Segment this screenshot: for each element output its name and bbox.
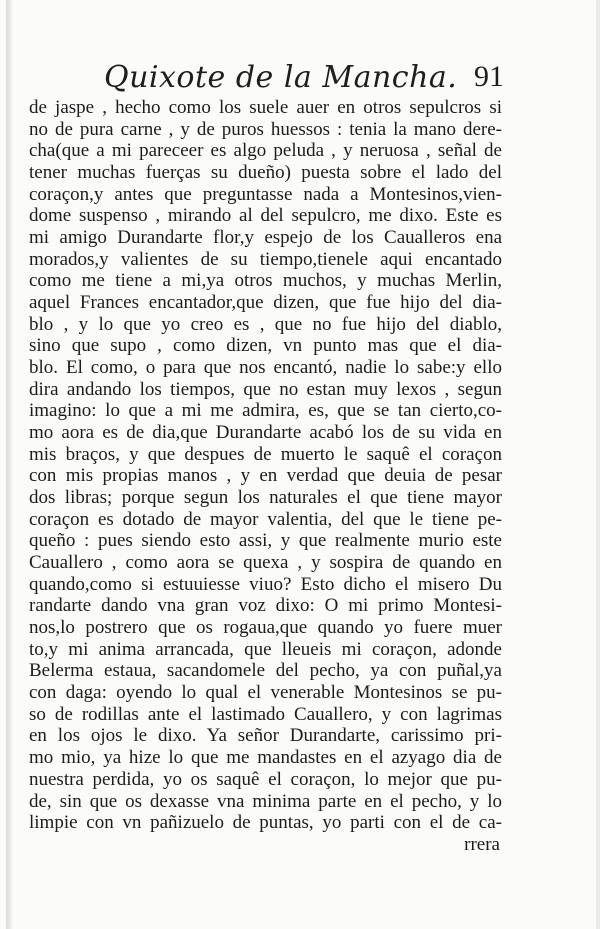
text-line: aquel Frances encantador,que dizen, que fue hijo del dia-: [29, 292, 502, 314]
text-line: de, sin que os dexasse vna minima parte en el pecho, y lo: [29, 790, 502, 812]
text-line: mo mio, ya hize lo que me mandastes en el azyago dia de: [29, 747, 502, 769]
text-line: limpie con vn pañizuelo de puntas, yo parti con el de ca-: [29, 812, 502, 834]
page-header: [104, 60, 504, 98]
text-line: mo aora es de dia,que Durandarte acabó los de su vida en: [29, 422, 502, 444]
text-line: blo , y lo que yo creo es , que no fue hijo del diablo,: [29, 313, 502, 335]
text-line: quando,como si estuuiesse viuo? Esto dicho el misero Du: [29, 573, 502, 595]
text-line: con mis propias manos , y en verdad que deuia de pesar: [29, 465, 502, 487]
text-line: dira andando los tiempos, que no estan muy lexos , segun: [29, 378, 502, 400]
text-line: de jaspe , hecho como los suele auer en otros sepulcros si: [29, 97, 502, 118]
text-line: Cauallero , como aora se quexa , y sospira de quando en: [29, 552, 502, 574]
page-edge-shadow: [596, 0, 600, 929]
text-line: to,y mi anima arrancada, que lleueis mi coraçon, adonde: [29, 638, 502, 660]
page-number: 91: [474, 60, 504, 93]
text-line: randarte dando vna gran voz dixo: O mi primo Montesi-: [29, 595, 502, 617]
text-line: no de pura carne , y de puros huessos : tenia la mano dere-: [29, 118, 502, 140]
text-line: so de rodillas ante el lastimado Cauallero, y con lagrimas: [29, 703, 502, 725]
text-line: Belerma estaua, sacandomele del pecho, ya con puñal,ya: [29, 660, 502, 682]
text-line: mi amigo Durandarte flor,y espejo de los Caualleros ena: [29, 227, 502, 249]
text-line: en los ojos le dixo. Ya señor Durandarte, carissimo pri-: [29, 725, 502, 747]
text-line: queño : pues siendo esto assi, y que realmente murio este: [29, 530, 502, 552]
text-line: coraçon es dotado de mayor valentia, del que le tiene pe-: [29, 508, 502, 530]
text-line: blo. El como, o para que nos encantó, nadie lo sabe:y ello: [29, 357, 502, 379]
text-line: tener muchas fuerças su dueño) puesta sobre el lado del: [29, 162, 502, 184]
text-line: mis braços, y que despues de muerto le saquê el coraçon: [29, 443, 502, 465]
text-line: morados,y valientes de su tiempo,tienele aqui encantado: [29, 248, 502, 270]
text-line: dome suspenso , mirando al del sepulcro, me dixo. Este es: [29, 205, 502, 227]
text-line: nuestra perdida, yo os saquê el coraçon, lo mejor que pu-: [29, 768, 502, 790]
body-text: [29, 97, 502, 856]
text-line: imagino: lo que a mi me admira, es, que se tan cierto,co-: [29, 400, 502, 422]
page-gutter-shadow: [6, 0, 12, 929]
text-line: sino que supo , como dizen, vn punto mas que el dia-: [29, 335, 502, 357]
text-line: cha(que a mi pareceer es algo peluda , y neruosa , señal de: [29, 140, 502, 162]
text-line: coraçon,y antes que preguntasse nada a Montesinos,vien-: [29, 183, 502, 205]
running-title: Quixote de la Mancha.: [104, 60, 458, 95]
text-line: dos libras; porque segun los naturales el que tiene mayor: [29, 487, 502, 509]
catchword: rrera: [464, 833, 500, 855]
text-line: con daga: oyendo lo qual el venerable Montesinos se pu-: [29, 682, 502, 704]
text-line: como me tiene a mi,ya otros muchos, y muchas Merlin,: [29, 270, 502, 292]
text-line: nos,lo postrero que os rogaua,que quando yo fuere muer: [29, 617, 502, 639]
